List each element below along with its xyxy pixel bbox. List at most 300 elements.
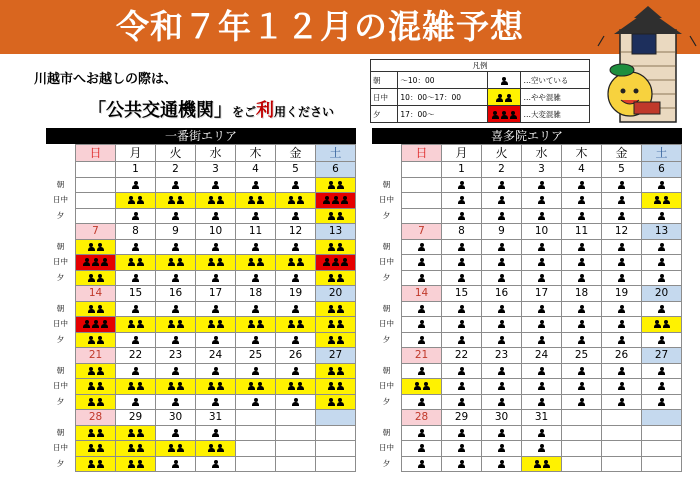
person-icon — [88, 429, 95, 437]
crowd-level-cell — [562, 394, 602, 410]
crowd-level-cell — [602, 301, 642, 317]
crowd-level-cell — [316, 177, 356, 193]
person-icon — [578, 320, 585, 328]
person-icon — [498, 382, 505, 390]
crowd-level-cell — [642, 332, 682, 348]
person-icon — [208, 382, 215, 390]
person-icon — [132, 274, 139, 282]
crowd-level-cell — [236, 301, 276, 317]
person-icon — [97, 336, 104, 344]
person-icon — [172, 398, 179, 406]
person-icon — [137, 196, 144, 204]
subtitle-line2 — [88, 96, 334, 122]
person-icon — [177, 320, 184, 328]
date-cell: 6 — [316, 162, 356, 178]
person-icon — [538, 243, 545, 251]
person-icon — [208, 258, 215, 266]
time-slot-label: 夕 — [46, 270, 76, 286]
crowd-level-cell — [156, 270, 196, 286]
date-cell: 11 — [562, 224, 602, 240]
crowd-row — [372, 177, 682, 193]
crowd-level-cell — [522, 208, 562, 224]
person-icon — [328, 320, 335, 328]
crowd-level-cell — [116, 441, 156, 457]
date-row-spacer — [372, 348, 402, 364]
date-cell: 19 — [276, 286, 316, 302]
date-row-spacer — [46, 286, 76, 302]
date-cell: 13 — [316, 224, 356, 240]
person-icon — [288, 196, 295, 204]
crowd-level-cell — [402, 270, 442, 286]
quote-open: 「 — [88, 100, 106, 121]
crowd-row — [372, 255, 682, 271]
person-icon — [418, 274, 425, 282]
crowd-row — [372, 456, 682, 472]
person-icon — [538, 429, 545, 437]
time-slot-label: 日中 — [372, 255, 402, 271]
person-icon — [534, 460, 541, 468]
crowd-level-cell — [196, 317, 236, 333]
person-icon — [654, 320, 661, 328]
person-icon — [663, 320, 670, 328]
person-icon — [658, 398, 665, 406]
crowd-level-cell — [76, 255, 116, 271]
person-icon — [97, 444, 104, 452]
date-cell: 12 — [276, 224, 316, 240]
date-row-spacer — [46, 162, 76, 178]
person-icon — [137, 382, 144, 390]
person-icon — [92, 258, 99, 266]
date-cell: 21 — [402, 348, 442, 364]
person-icon — [578, 212, 585, 220]
person-icon — [654, 196, 661, 204]
person-icon — [83, 320, 90, 328]
time-slot-label: 夕 — [372, 270, 402, 286]
person-icon — [168, 258, 175, 266]
date-cell: 20 — [642, 286, 682, 302]
date-cell: 17 — [522, 286, 562, 302]
time-slot-label: 朝 — [372, 301, 402, 317]
crowd-level-cell — [76, 270, 116, 286]
person-icon — [248, 320, 255, 328]
crowd-level-cell — [442, 441, 482, 457]
weekday-label: 水 — [196, 145, 236, 162]
person-icon — [252, 305, 259, 313]
person-icon — [252, 398, 259, 406]
person-icon — [128, 320, 135, 328]
date-cell: 24 — [522, 348, 562, 364]
date-cell: 13 — [642, 224, 682, 240]
crowd-level-cell — [522, 332, 562, 348]
person-icon — [337, 181, 344, 189]
date-row — [46, 286, 356, 302]
date-row — [372, 348, 682, 364]
person-icon — [618, 274, 625, 282]
crowd-level-cell — [276, 441, 316, 457]
crowd-level-cell — [442, 394, 482, 410]
weekday-label: 火 — [482, 145, 522, 162]
time-slot-label: 日中 — [372, 379, 402, 395]
time-slot-label: 朝 — [46, 425, 76, 441]
crowd-row — [372, 301, 682, 317]
legend-time-range: 17：00～ — [398, 106, 488, 123]
crowd-level-cell — [316, 394, 356, 410]
person-icon — [498, 398, 505, 406]
person-icon — [137, 258, 144, 266]
date-row — [372, 286, 682, 302]
person-icon — [132, 305, 139, 313]
crowd-level-cell — [482, 332, 522, 348]
area-title: 喜多院エリア — [372, 128, 682, 144]
person-icon — [578, 196, 585, 204]
person-icon — [538, 258, 545, 266]
weekday-header-row — [372, 145, 682, 162]
legend-row — [371, 72, 590, 89]
person-icon — [618, 243, 625, 251]
crowd-row — [46, 270, 356, 286]
date-cell: 7 — [402, 224, 442, 240]
crowd-level-cell — [196, 177, 236, 193]
public-transport-label: 公共交通機関 — [106, 100, 214, 121]
crowd-level-cell — [602, 270, 642, 286]
crowd-level-cell — [236, 177, 276, 193]
date-cell: 3 — [522, 162, 562, 178]
person-icon — [658, 243, 665, 251]
person-icon — [252, 243, 259, 251]
crowd-level-cell — [116, 394, 156, 410]
person-icon — [132, 367, 139, 375]
crowd-level-cell — [442, 456, 482, 472]
weekday-label: 金 — [276, 145, 316, 162]
crowd-level-cell — [642, 239, 682, 255]
date-row-spacer — [372, 224, 402, 240]
person-icon — [418, 367, 425, 375]
crowd-level-cell — [482, 239, 522, 255]
person-icon — [132, 243, 139, 251]
person-icon — [97, 367, 104, 375]
person-icon — [172, 336, 179, 344]
crowd-level-cell — [196, 425, 236, 441]
person-icon — [418, 429, 425, 437]
date-cell: 21 — [76, 348, 116, 364]
crowd-level-cell — [562, 270, 602, 286]
crowd-level-cell — [316, 441, 356, 457]
crowd-level-cell — [196, 270, 236, 286]
date-row — [372, 410, 682, 426]
crowd-level-cell — [316, 363, 356, 379]
person-icon — [618, 398, 625, 406]
person-icon — [177, 196, 184, 204]
person-icon — [172, 243, 179, 251]
person-icon — [337, 212, 344, 220]
person-icon — [292, 336, 299, 344]
person-icon — [88, 305, 95, 313]
person-icon — [328, 181, 335, 189]
crowd-level-cell — [642, 208, 682, 224]
person-icon — [292, 305, 299, 313]
crowd-level-cell — [442, 301, 482, 317]
person-icon — [177, 258, 184, 266]
crowd-level-cell — [276, 363, 316, 379]
time-slot-label: 夕 — [46, 394, 76, 410]
person-icon — [217, 320, 224, 328]
crowd-row — [372, 379, 682, 395]
crowd-level-cell — [402, 177, 442, 193]
person-icon — [658, 305, 665, 313]
crowd-row — [46, 177, 356, 193]
date-cell — [602, 410, 642, 426]
legend-table — [370, 59, 590, 123]
crowd-level-cell — [236, 208, 276, 224]
person-icon — [538, 196, 545, 204]
person-icon — [538, 212, 545, 220]
date-cell: 28 — [402, 410, 442, 426]
crowd-level-cell — [156, 239, 196, 255]
person-icon — [292, 243, 299, 251]
person-icon — [292, 181, 299, 189]
person-icon — [578, 243, 585, 251]
crowd-level-cell — [236, 193, 276, 209]
crowd-level-cell — [522, 379, 562, 395]
person-icon — [496, 94, 503, 102]
person-icon — [578, 181, 585, 189]
weekday-label: 水 — [522, 145, 562, 162]
subtitle-mid: をご — [232, 105, 257, 119]
person-icon — [97, 243, 104, 251]
weekday-label: 火 — [156, 145, 196, 162]
person-icon — [128, 444, 135, 452]
person-icon — [257, 320, 264, 328]
person-icon — [418, 243, 425, 251]
crowd-level-cell — [522, 456, 562, 472]
crowd-level-cell — [316, 193, 356, 209]
crowd-level-cell — [562, 193, 602, 209]
crowd-level-cell — [522, 363, 562, 379]
person-icon — [128, 382, 135, 390]
person-icon — [578, 305, 585, 313]
crowd-row — [46, 208, 356, 224]
person-icon — [297, 382, 304, 390]
crowd-level-cell — [482, 456, 522, 472]
crowd-level-cell — [196, 363, 236, 379]
crowd-level-cell — [522, 301, 562, 317]
person-icon — [658, 258, 665, 266]
date-cell: 26 — [276, 348, 316, 364]
person-icon — [498, 181, 505, 189]
calendar-table — [46, 144, 356, 472]
crowd-level-cell — [196, 456, 236, 472]
weekday-label: 日 — [402, 145, 442, 162]
date-cell: 16 — [156, 286, 196, 302]
crowd-level-cell — [562, 317, 602, 333]
person-icon — [538, 398, 545, 406]
date-cell: 18 — [562, 286, 602, 302]
person-icon — [172, 181, 179, 189]
legend-time-label: 朝 — [371, 72, 398, 89]
person-icon — [137, 460, 144, 468]
time-slot-label: 朝 — [372, 363, 402, 379]
crowd-row — [372, 239, 682, 255]
person-icon — [132, 181, 139, 189]
time-slot-label: 日中 — [46, 441, 76, 457]
person-icon — [498, 196, 505, 204]
person-icon — [538, 181, 545, 189]
person-icon — [97, 429, 104, 437]
date-cell — [236, 410, 276, 426]
crowd-level-cell — [642, 425, 682, 441]
crowd-level-cell — [156, 255, 196, 271]
crowd-level-cell — [562, 456, 602, 472]
person-icon — [288, 258, 295, 266]
person-icon — [132, 336, 139, 344]
person-icon — [132, 398, 139, 406]
date-cell: 4 — [562, 162, 602, 178]
date-row-spacer — [46, 410, 76, 426]
date-row-spacer — [372, 286, 402, 302]
crowd-level-cell — [602, 456, 642, 472]
crowd-level-cell — [642, 441, 682, 457]
crowd-level-cell — [276, 255, 316, 271]
crowd-level-cell — [642, 193, 682, 209]
crowd-level-cell — [482, 379, 522, 395]
person-icon — [337, 274, 344, 282]
person-icon — [501, 77, 508, 85]
crowd-level-cell — [156, 208, 196, 224]
person-icon — [498, 367, 505, 375]
crowd-row — [372, 270, 682, 286]
crowd-level-cell — [276, 177, 316, 193]
date-cell — [76, 162, 116, 178]
person-icon — [458, 336, 465, 344]
date-cell: 8 — [442, 224, 482, 240]
person-icon — [97, 460, 104, 468]
crowd-level-cell — [116, 332, 156, 348]
person-icon — [132, 212, 139, 220]
time-slot-label: 夕 — [372, 394, 402, 410]
crowd-row — [46, 317, 356, 333]
crowd-row — [46, 332, 356, 348]
date-cell — [276, 410, 316, 426]
quote-close: 」 — [214, 100, 232, 121]
crowd-level-cell — [116, 456, 156, 472]
crowd-level-cell — [482, 255, 522, 271]
crowd-level-cell — [236, 379, 276, 395]
time-slot-label: 日中 — [46, 255, 76, 271]
subtitle-red-char: 利 — [256, 100, 275, 121]
crowd-level-cell — [442, 255, 482, 271]
crowd-level-cell — [602, 317, 642, 333]
person-icon — [217, 258, 224, 266]
date-cell: 9 — [482, 224, 522, 240]
crowd-level-cell — [602, 177, 642, 193]
crowd-row — [372, 363, 682, 379]
person-icon — [328, 243, 335, 251]
person-icon — [538, 444, 545, 452]
date-cell: 31 — [196, 410, 236, 426]
crowd-level-cell — [522, 425, 562, 441]
crowd-level-cell — [276, 301, 316, 317]
crowd-level-cell — [642, 456, 682, 472]
person-icon — [341, 258, 348, 266]
person-icon — [658, 382, 665, 390]
date-row-spacer — [46, 224, 76, 240]
person-icon — [137, 444, 144, 452]
person-icon — [414, 382, 421, 390]
time-slot-label: 日中 — [46, 317, 76, 333]
person-icon — [88, 274, 95, 282]
legend-description: …大変混雑 — [521, 106, 590, 123]
person-icon — [168, 382, 175, 390]
person-icon — [538, 305, 545, 313]
time-slot-label: 朝 — [46, 239, 76, 255]
crowd-level-cell — [116, 177, 156, 193]
mascot-illustration — [590, 2, 700, 124]
crowd-level-cell — [76, 394, 116, 410]
person-icon — [492, 111, 499, 119]
person-icon — [418, 320, 425, 328]
person-icon — [217, 196, 224, 204]
date-row — [372, 224, 682, 240]
crowd-level-cell — [236, 441, 276, 457]
person-icon — [458, 382, 465, 390]
person-icon — [458, 367, 465, 375]
crowd-level-cell — [156, 379, 196, 395]
crowd-level-cell — [482, 394, 522, 410]
crowd-level-cell — [442, 379, 482, 395]
person-icon — [292, 367, 299, 375]
person-icon — [212, 429, 219, 437]
date-cell — [402, 162, 442, 178]
crowd-level-cell — [116, 239, 156, 255]
crowd-level-cell — [442, 317, 482, 333]
subtitle-line1: 川越市へお越しの際は、 — [34, 72, 178, 87]
time-slot-label: 日中 — [46, 193, 76, 209]
date-row — [46, 224, 356, 240]
date-cell: 1 — [116, 162, 156, 178]
person-icon — [257, 382, 264, 390]
person-icon — [538, 336, 545, 344]
crowd-level-cell — [276, 379, 316, 395]
weekday-label: 土 — [316, 145, 356, 162]
crowd-level-cell — [642, 177, 682, 193]
crowd-level-cell — [276, 270, 316, 286]
crowd-level-cell — [522, 270, 562, 286]
person-icon — [128, 258, 135, 266]
person-icon — [418, 305, 425, 313]
crowd-row — [46, 239, 356, 255]
crowd-level-cell — [316, 255, 356, 271]
legend-description: …空いている — [521, 72, 590, 89]
person-icon — [328, 274, 335, 282]
person-icon — [101, 258, 108, 266]
date-cell: 16 — [482, 286, 522, 302]
legend-crowd-icon — [488, 72, 521, 89]
date-cell: 15 — [442, 286, 482, 302]
crowd-level-cell — [276, 456, 316, 472]
crowd-level-cell — [116, 363, 156, 379]
crowd-level-cell — [402, 441, 442, 457]
weekday-label: 日 — [76, 145, 116, 162]
date-cell: 26 — [602, 348, 642, 364]
time-slot-label: 日中 — [372, 193, 402, 209]
crowd-level-cell — [156, 193, 196, 209]
crowd-level-cell — [276, 208, 316, 224]
person-icon — [618, 336, 625, 344]
crowd-level-cell — [196, 441, 236, 457]
crowd-level-cell — [196, 255, 236, 271]
person-icon — [658, 181, 665, 189]
person-icon — [212, 181, 219, 189]
